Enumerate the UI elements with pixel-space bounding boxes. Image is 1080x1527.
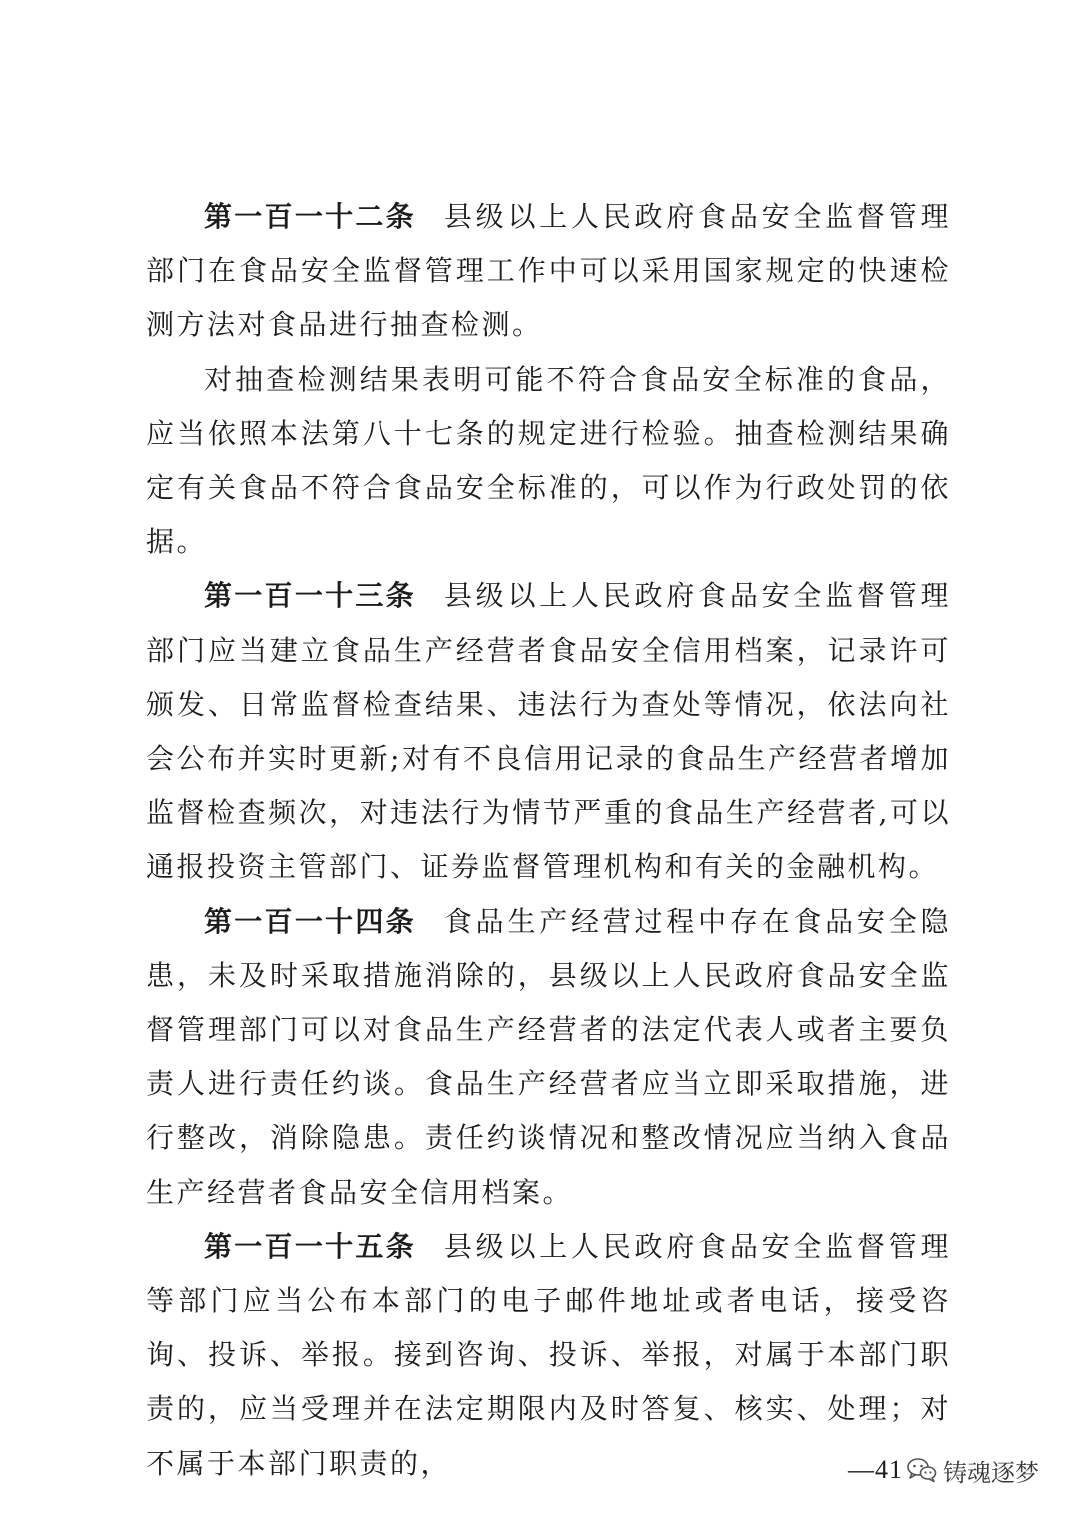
paragraph-text: 县级以上人民政府食品安全监督管理部门应当建立食品生产经营者食品安全信用档案，记录许可颁发、日常监督检查结果、违法行为查处等情况，依法向社会公布并实时更新;对有不良信用记录的食品生产经营者增加监督检查频次，对违法行为情节严重的食品生产经营者,可以通报投资主管部门、证券监督管理机构和有关的金融机构。 [146,579,951,884]
watermark [907,1453,1039,1488]
wechat-icon [907,1457,937,1483]
paragraph-text: 食品生产经营过程中存在食品安全隐患，未及时采取措施消除的，县级以上人民政府食品安全监督管理部门可以对食品生产经营者的法定代表人或者主要负责人进行责任约谈。食品生产经营者应当立即采取措施，进行整改，消除隐患。责任约谈情况和整改情况应当纳入食品生产经营者食品安全信用档案。 [146,904,951,1209]
page-number: —41 [848,1455,903,1484]
article-number: 第一百一十五条 [204,1229,416,1263]
paragraph-article-113 [146,569,951,894]
watermark-text: 铸魂逐梦 [943,1458,1039,1487]
paragraph-article-114 [146,895,951,1220]
paragraph-article-112 [146,190,951,353]
paragraph-text: 县级以上人民政府食品安全监督管理等部门应当公布本部门的电子邮件地址或者电话，接受咨询、投诉、举报。接到咨询、投诉、举报，对属于本部门职责的，应当受理并在法定期限内及时答复、核实、处理；对不属于本部门职责的， [146,1229,951,1480]
article-number: 第一百一十三条 [204,579,416,613]
article-number: 第一百一十二条 [204,200,416,233]
page-footer [848,1448,1039,1492]
paragraph-text: 县级以上人民政府食品安全监督管理部门在食品安全监督管理工作中可以采用国家规定的快速检测方法对食品进行抽查检测。 [146,200,951,342]
body-text [146,190,951,1491]
paragraph-article-115 [146,1220,951,1491]
paragraph-text: 对抽查检测结果表明可能不符合食品安全标准的食品，应当依照本法第八十七条的规定进行检验。抽查检测结果确定有关食品不符合食品安全标准的，可以作为行政处罚的依据。 [146,362,951,559]
article-number: 第一百一十四条 [204,904,416,938]
paragraph-article-112-continued [146,353,951,570]
